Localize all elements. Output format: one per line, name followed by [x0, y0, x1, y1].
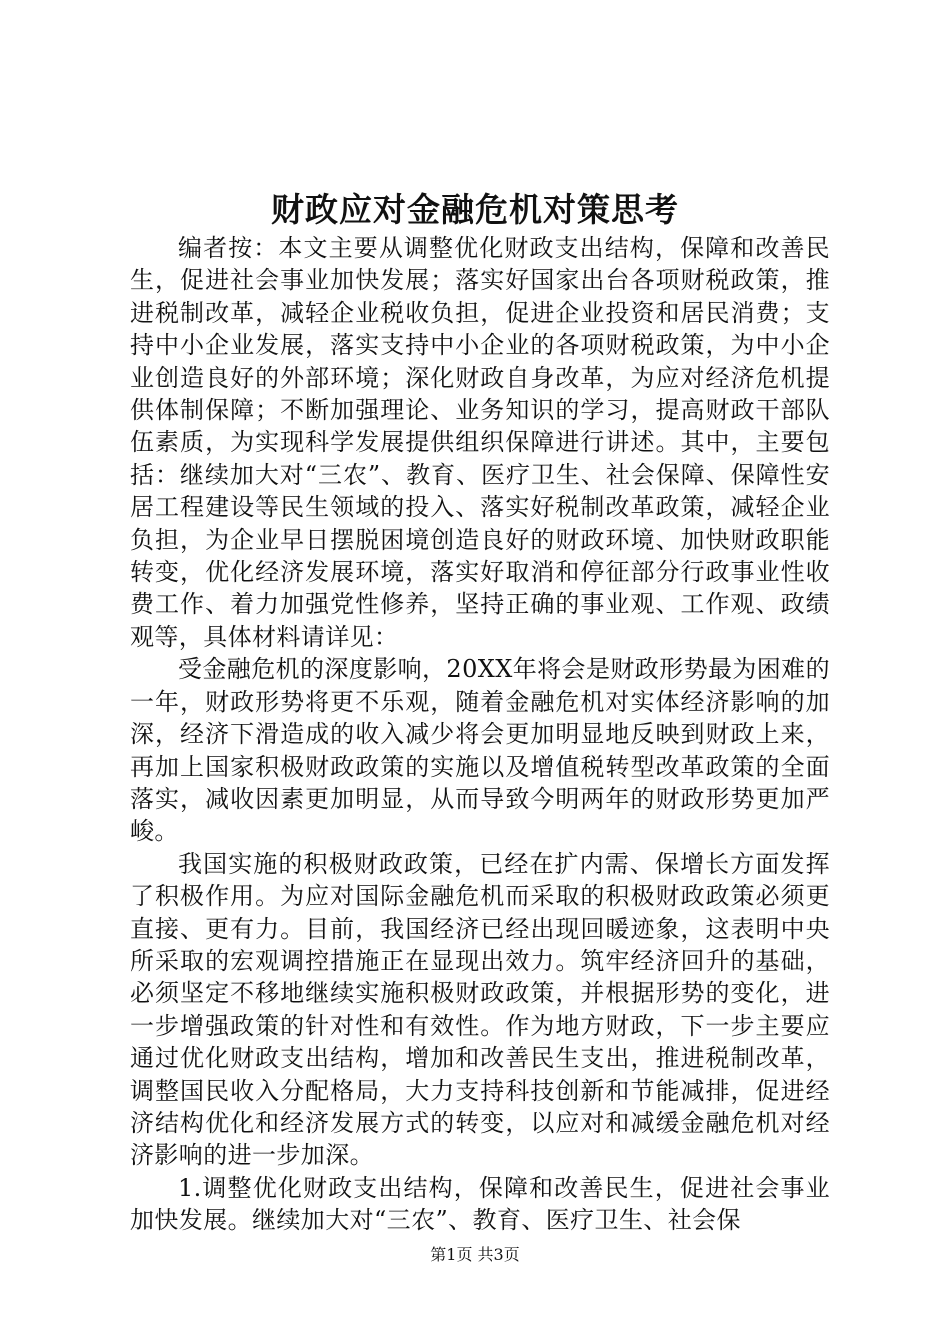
document-body [130, 232, 830, 1237]
body-paragraph: 我国实施的积极财政政策，已经在扩内需、保增长方面发挥了积极作用。为应对国际金融危机而采取的积极财政政策必须更直接、更有力。目前，我国经济已经出现回暖迹象，这表明中央所采取的宏观调控措施正在显现出效力。筑牢经济回升的基础，必须坚定不移地继续实施积极财政政策，并根据形势的变化，进一步增强政策的针对性和有效性。作为地方财政，下一步主要应通过优化财政支出结构，增加和改善民生支出，推进税制改革，调整国民收入分配格局，大力支持科技创新和节能减排，促进经济结构优化和经济发展方式的转变，以应对和减缓金融危机对经济影响的进一步加深。 [130, 849, 830, 1170]
document-title: 财政应对金融危机对策思考 [271, 190, 679, 229]
editor-note-paragraph: 编者按：本文主要从调整优化财政支出结构，保障和改善民生，促进社会事业加快发展；落实好国家出台各项财税政策，推进税制改革，减轻企业税收负担，促进企业投资和居民消费；支持中小企业发展，落实支持中小企业的各项财税政策，为中小企业创造良好的外部环境；深化财政自身改革，为应对经济危机提供体制保障；不断加强理论、业务知识的学习，提高财政干部队伍素质，为实现科学发展提供组织保障进行讲述。其中，主要包括：继续加大对“三农”、教育、医疗卫生、社会保障、保障性安居工程建设等民生领域的投入、落实好税制改革政策，减轻企业负担，为企业早日摆脱困境创造良好的财政环境、加快财政职能转变，优化经济发展环境，落实好取消和停征部分行政事业性收费工作、着力加强党性修养，坚持正确的事业观、工作观、政绩观等，具体材料请详见： [130, 234, 830, 651]
body-paragraph: 受金融危机的深度影响，20XX年将会是财政形势最为困难的一年，财政形势将更不乐观，随着金融危机对实体经济影响的加深，经济下滑造成的收入减少将会更加明显地反映到财政上来，再加上国家积极财政政策的实施以及增值税转型改革政策的全面落实，减收因素更加明显，从而导致今明两年的财政形势更加严峻。 [130, 655, 830, 846]
body-paragraph: 1.调整优化财政支出结构，保障和改善民生，促进社会事业加快发展。继续加大对“三农”、教育、医疗卫生、社会保 [130, 1173, 830, 1235]
page-footer: 第1页 共3页 [430, 1245, 520, 1264]
